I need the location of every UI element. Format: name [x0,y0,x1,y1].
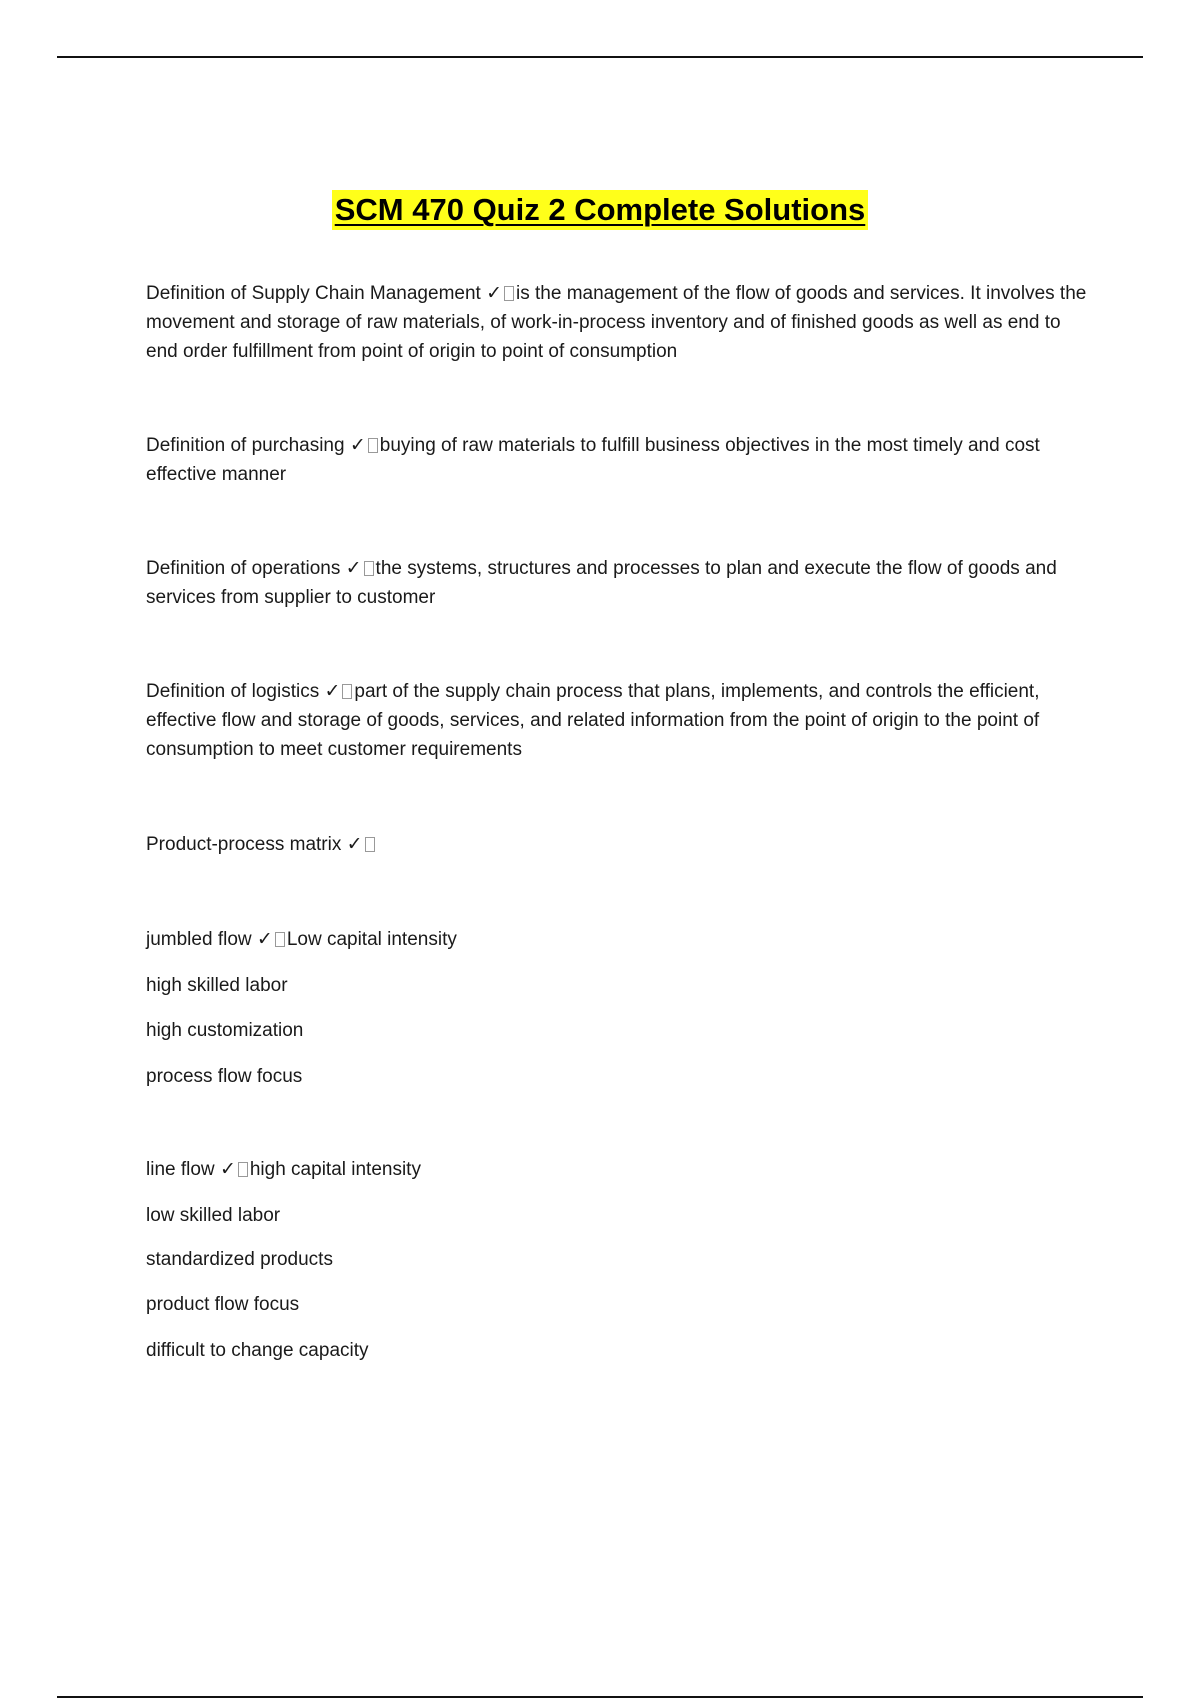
check-mark-icon: ✓ [219,1158,236,1180]
entry-term: jumbled flow [146,929,252,950]
missing-glyph-icon [364,561,374,576]
check-mark-icon: ✓ [349,434,366,456]
document-title: SCM 470 Quiz 2 Complete Solutions [332,190,869,230]
entry-operations [146,554,1096,612]
entry-extra-line: standardized products [146,1249,333,1270]
entry-extra-line: low skilled labor [146,1205,281,1226]
entry-term: Definition of logistics [146,681,320,702]
check-mark-icon: ✓ [345,557,362,579]
check-mark-icon: ✓ [324,680,341,702]
entry-logistics [146,677,1096,764]
missing-glyph-icon [504,286,514,301]
missing-glyph-icon [275,932,285,947]
entry-definition: Low capital intensity [286,929,457,950]
entry-definition: part of the supply chain process that plans, implements, and controls the efficient, effective flow and storage of goods, services, and related information from the point of origin to the point of consumption to meet customer requirements [146,681,1040,760]
entry-extra-line: process flow focus [146,1066,303,1087]
missing-glyph-icon [365,837,375,852]
missing-glyph-icon [342,684,352,699]
check-mark-icon: ✓ [256,928,273,950]
entry-extra-line: product flow focus [146,1294,300,1315]
entry-head-line [146,925,457,954]
entry-definition: is the management of the flow of goods and services. It involves the movement and storage of raw materials, of work-in-process inventory and of finished goods as well as end to end order fulfillment from point of origin to point of consumption [146,283,1087,362]
entry-line-flow [146,1155,1096,1375]
entry-term: Definition of operations [146,558,341,579]
entry-definition: the systems, structures and processes to plan and execute the flow of goods and services from supplier to customer [146,558,1057,608]
entry-extra-line: high customization [146,1020,304,1041]
check-mark-icon: ✓ [346,833,363,855]
entry-jumbled-flow [146,925,1096,1125]
entry-term: Definition of purchasing [146,435,345,456]
title-container [0,190,1200,230]
check-mark-icon: ✓ [486,282,503,304]
entry-extra-line: high skilled labor [146,975,288,996]
entry-definition: buying of raw materials to fulfill business objectives in the most timely and cost effective manner [146,435,1040,485]
entry-term: Definition of Supply Chain Management [146,283,481,304]
header-rule [57,56,1143,58]
entry-term: line flow [146,1159,215,1180]
entry-product-process-matrix [146,830,1096,859]
footer-rule [57,1696,1143,1698]
missing-glyph-icon [238,1162,248,1177]
entry-supply-chain-management [146,279,1096,366]
entry-term: Product-process matrix [146,834,342,855]
missing-glyph-icon [368,438,378,453]
entry-definition: high capital intensity [249,1159,421,1180]
entry-extra-line: difficult to change capacity [146,1340,369,1361]
entry-purchasing [146,431,1096,489]
entry-head-line [146,1155,421,1184]
